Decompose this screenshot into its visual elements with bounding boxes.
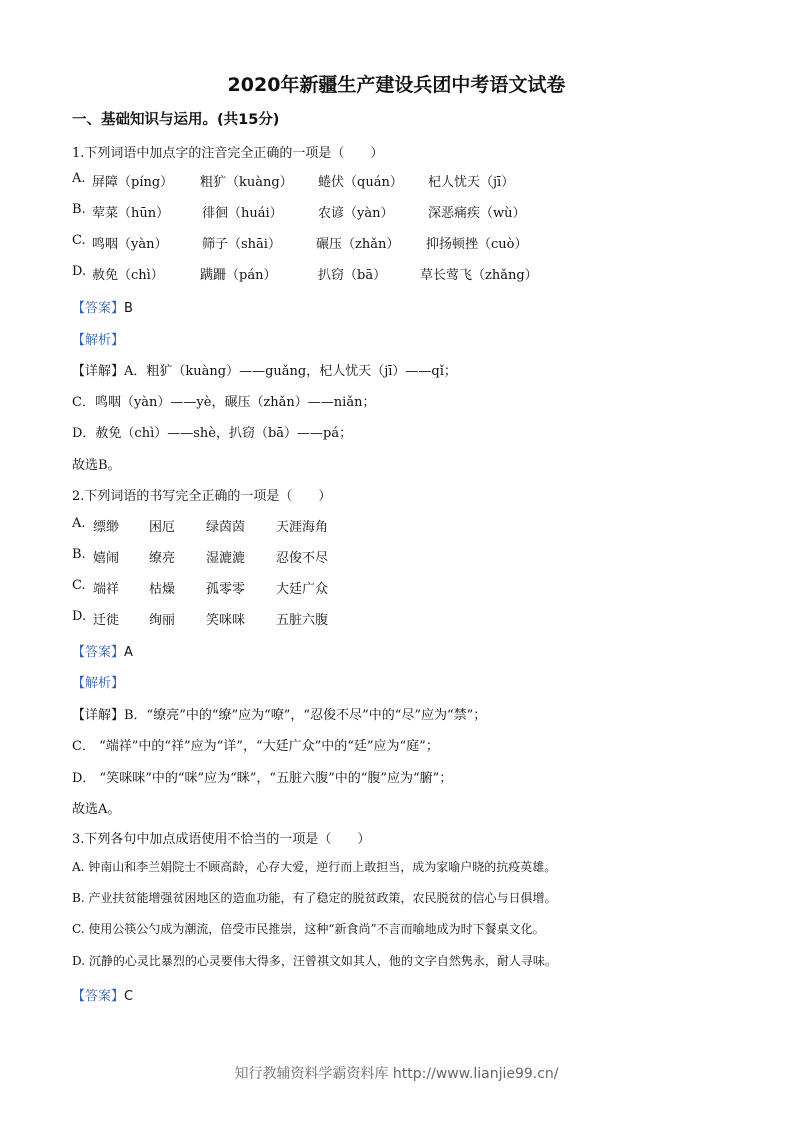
option-item: 湿漉漉: [206, 551, 246, 566]
option-label: C.: [72, 233, 86, 248]
question-1-detail: D．赦免（chì）——shè，扒窃（bā）——pá；: [72, 426, 353, 441]
option-item: 笑咪咪: [206, 613, 246, 628]
footer-watermark: 知行教辅资料学霸资料库 http://www.lianjie99.cn/: [234, 1066, 559, 1082]
option-item: 杞人忧天（jī）: [428, 175, 515, 190]
question-2-analysis-tag: 【解析】: [72, 676, 125, 691]
option-item: 扒窃（bā）: [318, 268, 387, 283]
option-item: 绿茵茵: [206, 520, 246, 535]
option-item: 徘徊（huái）: [202, 206, 283, 221]
question-2-detail: 【详解】B．“缭亮”中的“缭”应为“嘹”，“忍俊不尽”中的“尽”应为“禁”；: [72, 708, 487, 723]
option-item: 大廷广众: [276, 582, 329, 597]
question-3-stem: 3.下列各句中加点成语使用不恰当的一项是（ ）: [72, 832, 371, 847]
option-item: 忍俊不尽: [276, 551, 329, 566]
option-item: 枯燥: [149, 582, 176, 597]
question-1-detail: 【详解】A．粗犷（kuàng）——guǎng，杞人忧天（jī）——qǐ；: [72, 364, 457, 379]
option-item: 缥缈: [93, 520, 120, 535]
answer-value: B: [124, 301, 133, 316]
option-item: 困厄: [149, 520, 176, 535]
option-item: 屏障（píng）: [92, 175, 174, 190]
option-item: 抑扬顿挫（cuò）: [426, 237, 528, 252]
option-item: 嬉闹: [93, 551, 120, 566]
question-3-option-c: C. 使用公筷公勺成为潮流，倍受市民推崇，这种“新食尚”不言而喻地成为时下餐桌文化。: [72, 922, 545, 936]
option-item: 深恶痛疾（wù）: [428, 206, 526, 221]
question-2-detail: C． “端祥”中的“祥”应为“详”，“大廷广众”中的“廷”应为“庭”；: [72, 739, 439, 754]
option-label: A.: [72, 171, 86, 186]
question-1-analysis-tag: 【解析】: [72, 333, 125, 348]
answer-tag: 【答案】: [72, 989, 125, 1004]
answer-tag: 【答案】: [72, 645, 125, 660]
option-item: 鸣咽（yàn）: [92, 237, 168, 252]
option-label: C.: [72, 578, 86, 593]
option-label: D.: [72, 264, 87, 279]
option-item: 赦免（chì）: [92, 268, 164, 283]
option-item: 迁徙: [93, 613, 120, 628]
option-item: 蹒跚（pán）: [200, 268, 277, 283]
answer-tag: 【答案】: [72, 301, 125, 316]
option-label: A.: [72, 516, 86, 531]
section-heading: 一、基础知识与运用。(共15分): [72, 112, 280, 128]
page-title: 2020年新疆生产建设兵团中考语文试卷: [227, 74, 566, 96]
question-3-option-d: D. 沉静的心灵比暴烈的心灵要伟大得多，汪曾祺文如其人，他的文字自然隽永，耐人寻味。: [72, 954, 557, 968]
option-label: D.: [72, 609, 87, 624]
option-item: 荤菜（hūn）: [92, 206, 170, 221]
question-2-conclusion: 故选A。: [72, 802, 121, 817]
question-2-stem: 2.下列词语的书写完全正确的一项是（ ）: [72, 489, 332, 504]
option-item: 缭亮: [149, 551, 176, 566]
answer-value: A: [124, 645, 133, 660]
question-1-conclusion: 故选B。: [72, 458, 121, 473]
option-item: 端祥: [93, 582, 120, 597]
option-item: 天涯海角: [276, 520, 329, 535]
answer-value: C: [124, 989, 134, 1004]
option-label: B.: [72, 547, 86, 562]
option-item: 绚丽: [149, 613, 176, 628]
question-3-option-a: A. 钟南山和李兰娟院士不顾高龄，心存大爱，逆行而上敢担当，成为家喻户晓的抗疫英雄。: [72, 860, 557, 874]
option-item: 粗犷（kuàng）: [200, 175, 293, 190]
question-1-stem: 1.下列词语中加点字的注音完全正确的一项是（ ）: [72, 146, 384, 161]
question-1-detail: C．鸣咽（yàn）——yè，碾压（zhǎn）——niǎn；: [72, 395, 376, 410]
question-3-answer: [72, 985, 133, 1004]
question-2-answer: [72, 641, 133, 660]
option-item: 草长莺飞（zhǎng）: [420, 268, 538, 283]
option-item: 蜷伏（quán）: [318, 175, 403, 190]
option-item: 碾压（zhǎn）: [316, 237, 400, 252]
option-label: B.: [72, 202, 86, 217]
question-3-option-b: B. 产业扶贫能增强贫困地区的造血功能，有了稳定的脱贫政策，农民脱贫的信心与日俱增。: [72, 891, 557, 905]
question-1-answer: [72, 297, 133, 316]
option-item: 孤零零: [206, 582, 246, 597]
option-item: 五脏六腹: [276, 613, 329, 628]
option-item: 农谚（yàn）: [318, 206, 394, 221]
option-item: 筛子（shāi）: [202, 237, 281, 252]
question-2-detail: D． “笑咪咪”中的“咪”应为“眯”，“五脏六腹”中的“腹”应为“腑”；: [72, 771, 453, 786]
